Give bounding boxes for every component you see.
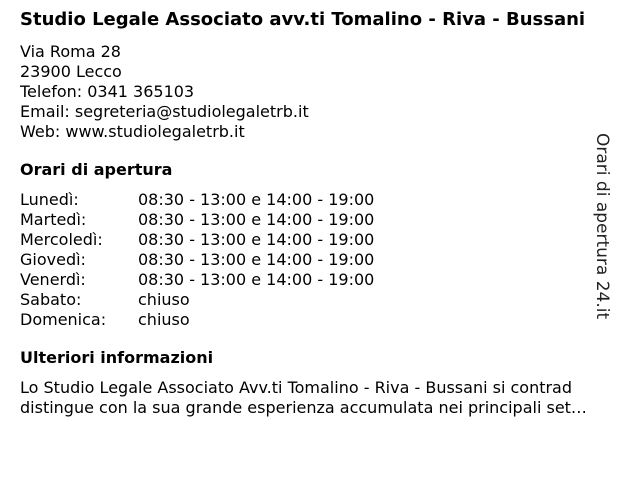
street-address: Via Roma 28 [20,42,121,61]
hours-row-saturday [20,290,620,310]
hours-value: 08:30 - 13:00 e 14:00 - 19:00 [138,270,375,289]
day-label: Giovedì: [20,250,86,269]
hours-row-monday [20,190,620,210]
day-label: Martedì: [20,210,87,229]
day-label: Mercoledì: [20,230,103,249]
hours-row-wednesday [20,230,620,250]
page-title: Studio Legale Associato avv.ti Tomalino - Riva - Bussani [20,9,586,30]
email-address: Email: segreteria@studiolegaletrb.it [20,102,309,121]
hours-value: 08:30 - 13:00 e 14:00 - 19:00 [138,250,375,269]
business-info-card [20,10,620,418]
opening-hours-heading: Orari di apertura [20,160,173,179]
opening-hours-table [20,190,620,330]
hours-row-sunday [20,310,620,330]
hours-value: 08:30 - 13:00 e 14:00 - 19:00 [138,210,375,229]
day-label: Domenica: [20,310,107,329]
website-address: Web: www.studiolegaletrb.it [20,122,245,141]
contact-block [20,42,620,142]
hours-row-friday [20,270,620,290]
additional-info-line-2: distingue con la sua grande esperienza accumulata nei principali set… [20,398,587,417]
site-watermark: Orari di apertura 24.it [592,133,612,320]
city-address: 23900 Lecco [20,62,122,81]
hours-row-tuesday [20,210,620,230]
day-label: Sabato: [20,290,82,309]
additional-info-heading: Ulteriori informazioni [20,348,214,367]
day-label: Venerdì: [20,270,86,289]
additional-info-line-1: Lo Studio Legale Associato Avv.ti Tomalino - Riva - Bussani si contrad [20,378,573,397]
hours-value: 08:30 - 13:00 e 14:00 - 19:00 [138,190,375,209]
hours-value: chiuso [138,310,190,329]
hours-value: 08:30 - 13:00 e 14:00 - 19:00 [138,230,375,249]
hours-row-thursday [20,250,620,270]
hours-value: chiuso [138,290,190,309]
phone-number: Telefon: 0341 365103 [20,82,195,101]
day-label: Lunedì: [20,190,79,209]
additional-info-text [20,378,630,418]
